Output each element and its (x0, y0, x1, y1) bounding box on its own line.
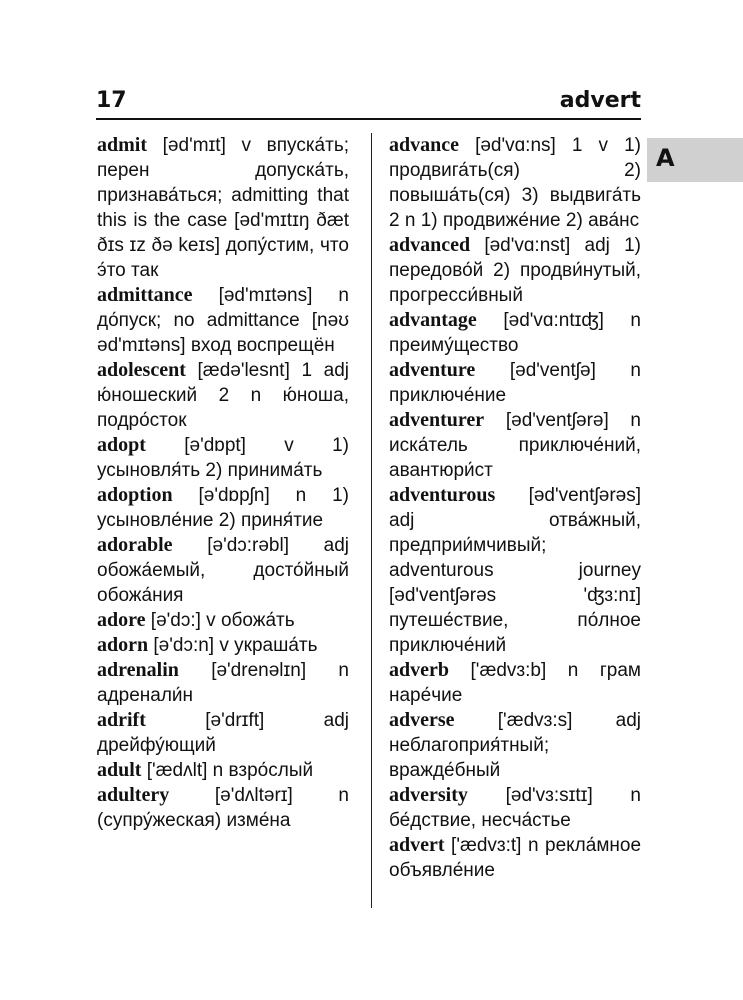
headword: adverb (389, 659, 449, 681)
dictionary-entry (389, 833, 641, 883)
entry-body: [ə'dɔ:] v обожа́ть (150, 610, 295, 631)
headword: adventure (389, 359, 476, 381)
headword: adverse (389, 709, 455, 731)
entry-body: [əd'ventʃərə] n иска́тель приключе́ний, авантюри́ст (389, 410, 642, 481)
headword: advert (389, 834, 445, 856)
entry-body: [əd'mɪt] v впуска́ть; перен допуска́ть, признава́ться; admitting that this is the case [əd'mɪtɪŋ ðæt ðɪs ɪz ðə keɪs] допу́стим, что э́то так (97, 135, 349, 281)
dictionary-entry (389, 233, 641, 308)
entry-body: [ə'dɔ:rəbl] adj обожа́емый, досто́йный обожа́ния (97, 535, 349, 606)
entry-body: ['ædvɜ:s] adj неблагоприя́тный; вражде́бный (389, 710, 641, 781)
entry-body: [ə'dʌltərɪ] n (супру́жеская) изме́на (97, 785, 350, 831)
dictionary-entry (97, 283, 349, 358)
dictionary-entry (389, 483, 641, 658)
entry-body: [əd'vɜ:sɪtɪ] n бе́дствие, несча́стье (389, 785, 641, 831)
headword: adventurer (389, 409, 485, 431)
dictionary-entry (389, 658, 641, 708)
entry-body: ['ædvɜ:b] n грам наре́чие (389, 660, 641, 706)
entry-body: ['ædvɜ:t] n рекла́мное объявле́ние (389, 835, 642, 881)
dictionary-entry (97, 608, 349, 633)
headword: adrenalin (97, 659, 179, 681)
dictionary-entry (389, 408, 641, 483)
dictionary-entry (97, 658, 349, 708)
headword: advanced (389, 234, 471, 256)
headword: adventurous (389, 484, 496, 506)
headword: adore (97, 609, 146, 631)
right-column (389, 133, 641, 883)
headword: advance (389, 134, 459, 156)
thumb-index-tab (647, 138, 743, 182)
dictionary-entry (97, 758, 349, 783)
headword: adoption (97, 484, 173, 506)
dictionary-entry (389, 358, 641, 408)
dictionary-entry (389, 308, 641, 358)
column-divider (371, 133, 372, 908)
dictionary-entry (97, 433, 349, 483)
headword: adorable (97, 534, 173, 556)
entry-body: [əd'vɑ:ns] 1 v 1) продвига́ть(ся) 2) повыша́ть(ся) 3) выдвига́ть 2 n 1) продвиже́ние 2) ава́нс (389, 135, 641, 231)
entry-body: [əd'vɑ:ntɪʤ] n преиму́щество (389, 310, 642, 356)
running-head: advert (559, 88, 641, 113)
dictionary-entry (97, 483, 349, 533)
headword: adversity (389, 784, 468, 806)
dictionary-entry (97, 358, 349, 433)
headword: advantage (389, 309, 477, 331)
dictionary-entry (389, 783, 641, 833)
entry-body: [ædə'lesnt] 1 adj ю́ношеский 2 n ю́ноша, подро́сток (97, 360, 350, 431)
entry-body: [ə'drɪft] adj дрейфу́ющий (97, 710, 349, 756)
dictionary-entry (97, 783, 349, 833)
header-rule (96, 118, 641, 120)
entry-body: [ə'dɒpʃn] n 1) усыновле́ние 2) приня́тие (97, 485, 349, 531)
dictionary-entry (389, 708, 641, 783)
entry-body: [əd'vɑ:nst] adj 1) передово́й 2) продви́нутый, прогресси́вный (389, 235, 641, 306)
left-column (97, 133, 349, 833)
dictionary-entry (389, 133, 641, 233)
headword: adrift (97, 709, 146, 731)
headword: admittance (97, 284, 193, 306)
dictionary-entry (97, 633, 349, 658)
entry-body: [əd'ventʃərəs] adj отва́жный, предприи́мчивый; adventurous journey [əd'ventʃərəs 'ʤɜ:nɪ] путеше́ствие, по́лное приключе́ний (389, 485, 641, 656)
headword: adolescent (97, 359, 186, 381)
dictionary-entry (97, 708, 349, 758)
page-number: 17 (96, 88, 127, 113)
entry-body: [ə'dɔ:n] v украша́ть (153, 635, 318, 656)
headword: adopt (97, 434, 146, 456)
headword: admit (97, 134, 147, 156)
entry-body: [əd'mɪtəns] n до́пуск; no admittance [nəʊ əd'mɪtəns] вход воспрещён (97, 285, 349, 356)
entry-body: [ə'drenəlɪn] n адренали́н (97, 660, 349, 706)
entry-body: [əd'ventʃə] n приключе́ние (389, 360, 641, 406)
dictionary-entry (97, 533, 349, 608)
entry-body: ['ædʌlt] n взро́слый (146, 760, 314, 781)
headword: adultery (97, 784, 170, 806)
headword: adorn (97, 634, 149, 656)
dictionary-entry (97, 133, 349, 283)
thumb-index-letter: A (656, 144, 675, 172)
headword: adult (97, 759, 142, 781)
page-header (96, 84, 641, 120)
entry-body: [ə'dɒpt] v 1) усыновля́ть 2) принима́ть (97, 435, 350, 481)
